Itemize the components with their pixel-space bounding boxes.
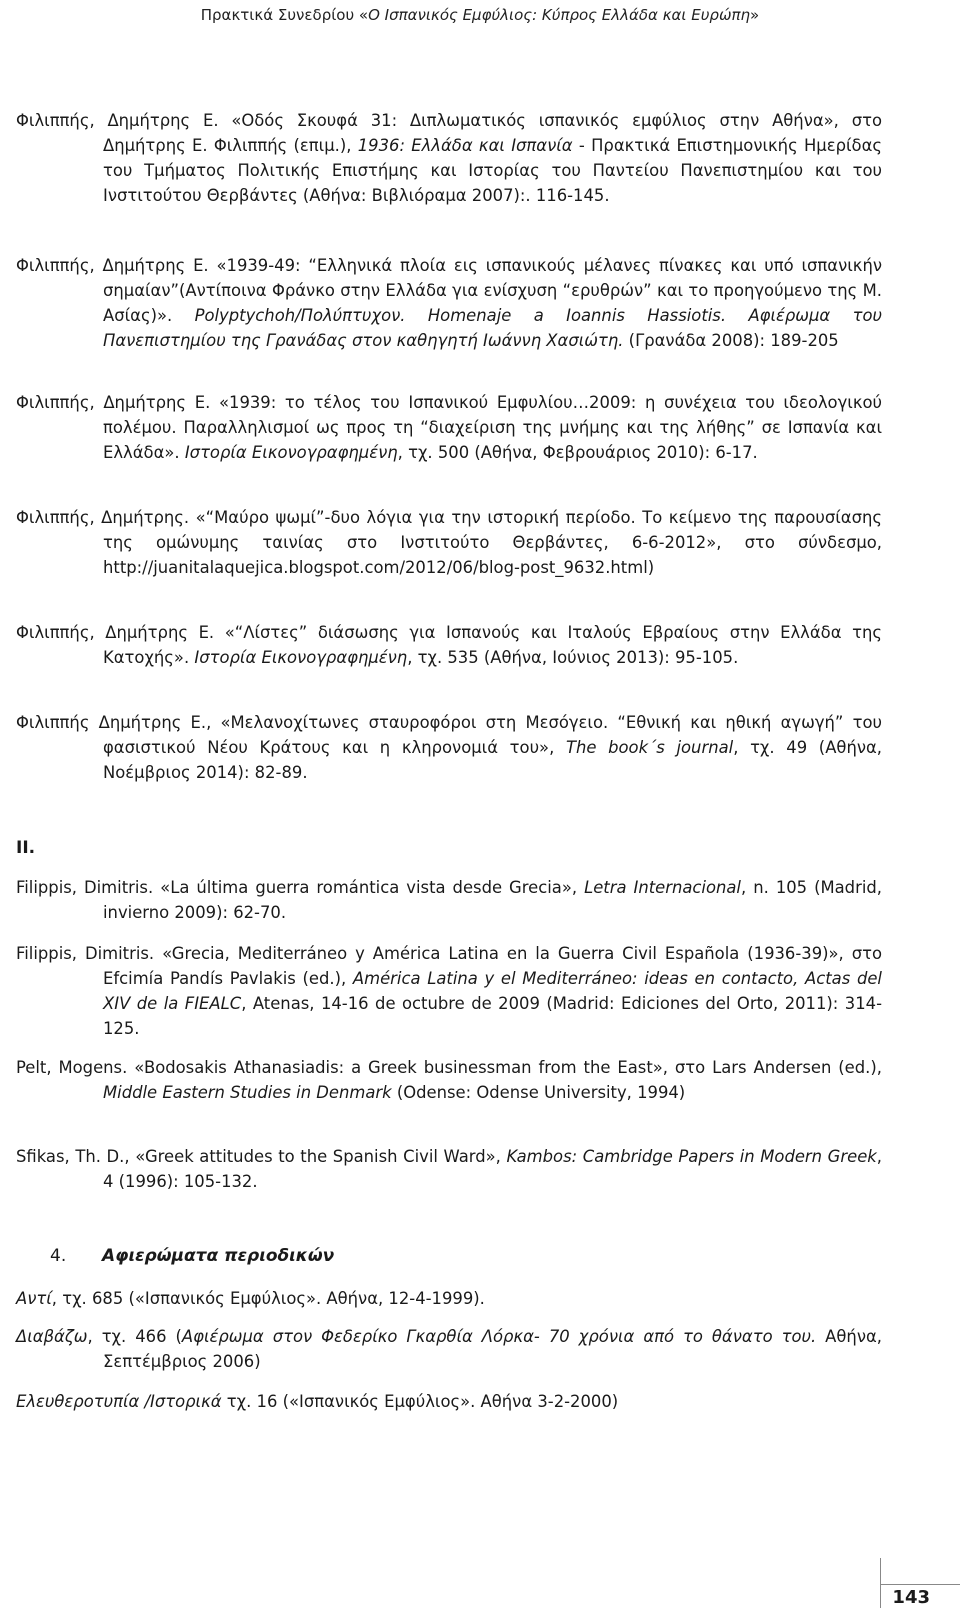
reference-entry: Φιλιππής, Δημήτρης Ε. «Οδός Σκουφά 31: Διπλωματικός ισπανικός εμφύλιος στην Αθήνα», στο Δημήτρης Ε. Φιλιππής (επιμ.), 1936: Ελλάδα και Ισπανία - Πρακτικά Επιστημονικής Ημερίδας του Τμήματος Πολιτικής Επιστήμης και Ιστορίας του Παντείου Πανεπιστημίου και του Ινστιτούτου Θερβάντες (Αθήνα: Βιβλιόραμα 2007):. 116-145. bbox=[16, 111, 882, 205]
reference-entry: Filippis, Dimitris. «Grecia, Mediterráneo y América Latina en la Guerra Civil Española (1936-39)», στο Efcimía Pandís Pavlakis (ed.), América Latina y el Mediterráneo: ideas en contacto, Actas del XIV de la FIEALC, Atenas, 14-16 de octubre de 2009 (Madrid: Ediciones del Orto, 2011): 314-125. bbox=[16, 944, 882, 1038]
reference-entry: Filippis, Dimitris. «La última guerra romántica vista desde Grecia», Letra Internacional, n. 105 (Madrid, invierno 2009): 62-70. bbox=[16, 878, 882, 922]
header-title: Ο Ισπανικός Εμφύλιος: Κύπρος Ελλάδα και Ευρώπη bbox=[368, 6, 751, 24]
page-number: 143 bbox=[892, 1587, 930, 1608]
periodical-entry: Διαβάζω, τχ. 466 (Αφιέρωμα στον Φεδερίκο Γκαρθία Λόρκα- 70 χρόνια από το θάνατο του. Αθήνα, Σεπτέμβριος 2006) bbox=[16, 1327, 882, 1371]
running-header: Πρακτικά Συνεδρίου «Ο Ισπανικός Εμφύλιος: Κύπρος Ελλάδα και Ευρώπη» bbox=[200, 6, 760, 24]
reference-entry: Φιλιππής, Δημήτρης Ε. «1939: το τέλος του Ισπανικού Εμφυλίου…2009: η συνέχεια του ιδεολογικού πολέμου. Παραλληλισμοί ως προς τη “διαχείριση της μνήμης και της λήθης” σε Ισπανία και Ελλάδα». Ιστορία Εικονογραφημένη, τχ. 500 (Αθήνα, Φεβρουάριος 2010): 6-17. bbox=[16, 393, 882, 462]
reference-entry: Pelt, Mogens. «Bodosakis Athanasiadis: a Greek businessman from the East», στο Lars Andersen (ed.), Middle Eastern Studies in Denmark (Odense: Odense University, 1994) bbox=[16, 1058, 882, 1102]
section-title: Αφιερώματα περιοδικών bbox=[102, 1246, 335, 1266]
reference-entry: Φιλιππής, Δημήτρης. «“Μαύρο ψωμί”-δυο λόγια για την ιστορική περίοδο. Το κείμενο της παρουσίασης της ομώνυμης ταινίας στο Ινστιτούτο Θερβάντες, 6-6-2012», στο σύνδεσμο, http://juanitalaquejica.blogspot.com/2012/06/blog-post_9632.html) bbox=[16, 508, 882, 577]
reference-entry: Sfikas, Th. D., «Greek attitudes to the Spanish Civil Ward», Kambos: Cambridge Papers in Modern Greek, 4 (1996): 105-132. bbox=[16, 1147, 882, 1191]
reference-entry: Φιλιππής, Δημήτρης Ε. «“Λίστες” διάσωσης για Ισπανούς και Ιταλούς Εβραίους στην Ελλάδα της Κατοχής». Ιστορία Εικονογραφημένη, τχ. 535 (Αθήνα, Ιούνιος 2013): 95-105. bbox=[16, 623, 882, 667]
periodical-entry: Ελευθεροτυπία /Ιστορικά τχ. 16 («Ισπανικός Εμφύλιος». Αθήνα 3-2-2000) bbox=[16, 1392, 619, 1411]
periodical-entry: Αντί, τχ. 685 («Ισπανικός Εμφύλιος». Αθήνα, 12-4-1999). bbox=[16, 1289, 485, 1308]
section-heading-ii: II. bbox=[16, 838, 36, 858]
section-number: 4. bbox=[50, 1246, 67, 1266]
footer-rule bbox=[880, 1558, 881, 1608]
reference-entry: Φιλιππής Δημήτρης Ε., «Μελανοχίτωνες σταυροφόροι στη Μεσόγειο. “Εθνική και ηθική αγωγή” του φασιστικού Νέου Κράτους και η κληρονομιά του», The book´s journal, τχ. 49 (Αθήνα, Νοέμβριος 2014): 82-89. bbox=[16, 713, 883, 782]
footer-rule bbox=[880, 1584, 960, 1585]
reference-entry: Φιλιππής, Δημήτρης Ε. «1939-49: “Ελληνικά πλοία εις ισπανικούς μέλανες πίνακες και υπό ισπανικήν σημαίαν”(Αντίποινα Φράνκο στην Ελλάδα για ενίσχυση “ερυθρών” και το προηγούμενο της Μ. Ασίας)». Polyptychoh/Πολύπτυχον. Homenaje a Ioannis Hassiotis. Αφιέρωμα του Πανεπιστημίου της Γρανάδας στον καθηγητή Ιωάννη Χασιώτη. (Γρανάδα 2008): 189-205 bbox=[16, 256, 882, 350]
